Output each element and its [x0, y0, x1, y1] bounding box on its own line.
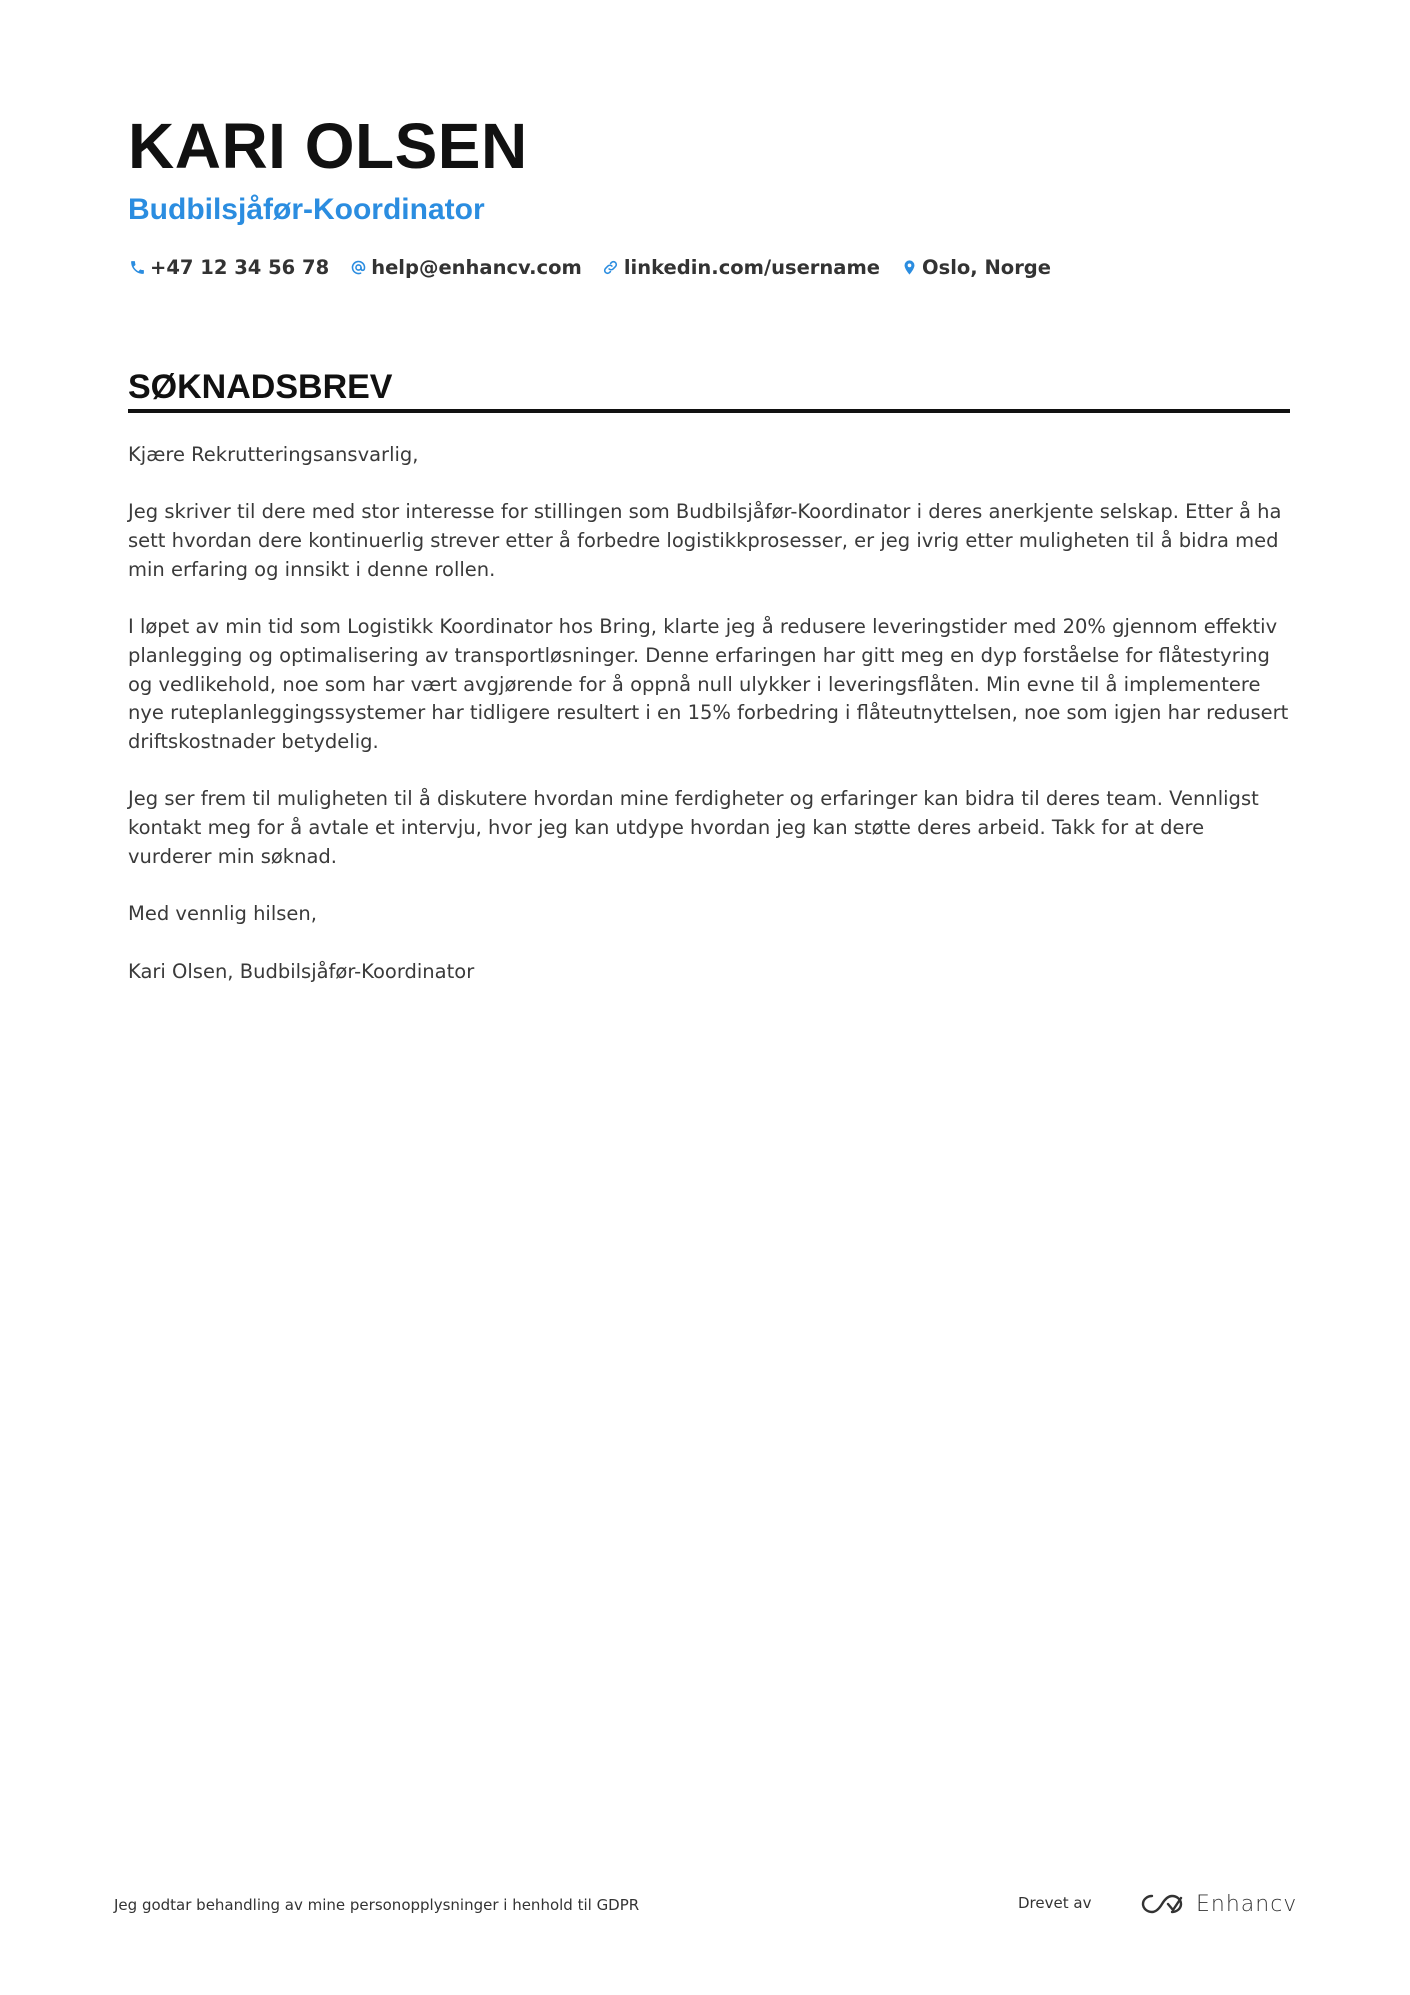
letter-paragraph-1: Jeg skriver til dere med stor interesse for stillingen som Budbilsjåfør-Koordinator i deres anerkjente selskap. Etter å ha sett hvordan dere kontinuerlig strever etter å forbedre logistikkprosesser, er jeg ivrig etter muligheten til å bidra med min erfaring og innsikt i denne rollen. — [128, 500, 1282, 581]
letter-paragraph-2: I løpet av min tid som Logistikk Koordinator hos Bring, klarte jeg å redusere leveringstider med 20% gjennom effektiv planlegging og optimalisering av transportløsninger. Denne erfaringen har gitt meg en dyp forståelse for flåtestyring og vedlikehold, noe som har vært avgjørende for å oppnå null ulykker i leveringsflåten. Min evne til å implementere nye ruteplanleggingssystemer har tidligere resultert i en 15% forbedring i flåteutnyttelsen, noe som igjen har redusert driftskostnader betydelig. — [128, 615, 1289, 753]
contact-linkedin[interactable] — [602, 256, 880, 279]
contact-email[interactable] — [349, 256, 582, 279]
contact-phone[interactable] — [128, 256, 329, 279]
gdpr-consent-text: Jeg godtar behandling av mine personopplysninger i henhold til GDPR — [114, 1896, 640, 1914]
linkedin-text: linkedin.com/username — [623, 255, 881, 279]
letter-closing: Med vennlig hilsen, — [128, 902, 317, 926]
link-icon — [602, 258, 620, 276]
contact-location — [900, 256, 1051, 279]
phone-text: +47 12 34 56 78 — [150, 255, 330, 279]
candidate-name: KARI OLSEN — [128, 110, 528, 182]
letter-greeting: Kjære Rekrutteringsansvarlig, — [128, 443, 419, 466]
contact-bar — [128, 252, 1071, 282]
location-text: Oslo, Norge — [922, 255, 1051, 279]
job-title: Budbilsjåfør-Koordinator — [128, 193, 485, 226]
letter-body — [128, 441, 1290, 1015]
location-pin-icon — [900, 258, 918, 276]
email-text: help@enhancv.com — [371, 255, 582, 279]
section-divider — [128, 409, 1290, 413]
phone-icon — [128, 258, 146, 276]
at-icon — [349, 258, 367, 276]
enhancv-logo-icon — [1138, 1891, 1186, 1917]
letter-signature: Kari Olsen, Budbilsjåfør-Koordinator — [128, 959, 475, 983]
section-title: SØKNADSBREV — [128, 368, 393, 406]
enhancv-logo[interactable] — [1138, 1889, 1297, 1919]
powered-by-text: Drevet av — [1018, 1894, 1092, 1912]
letter-paragraph-3: Jeg ser frem til muligheten til å diskutere hvordan mine ferdigheter og erfaringer kan bidra til deres team. Vennligst kontakt meg for å avtale et intervju, hvor jeg kan utdype hvordan jeg kan støtte deres arbeid. Takk for at dere vurderer min søknad. — [128, 787, 1259, 868]
enhancv-brand-text: Enhancv — [1196, 1891, 1298, 1917]
